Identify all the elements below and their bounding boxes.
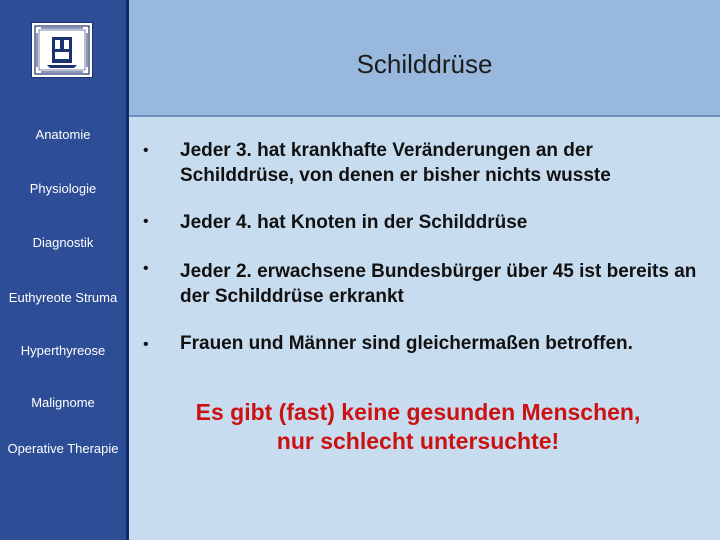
sidebar (0, 0, 126, 540)
sidebar-item-euthyreote-struma[interactable]: Euthyreote Struma (8, 290, 118, 305)
bullet-icon: • (143, 336, 149, 353)
highlight-line: Es gibt (fast) keine gesunden Menschen, (195, 399, 641, 425)
sidebar-item-physiologie[interactable]: Physiologie (29, 181, 97, 196)
bullet-text: Jeder 2. erwachsene Bundesbürger über 45 ist bereits an der Schilddrüse erkrankt (180, 261, 697, 307)
bullet-text: Jeder 3. hat krankhafte Veränderungen an der Schilddrüse, von denen er bisher nichts wusste (180, 140, 611, 186)
bullet-icon: • (143, 142, 149, 159)
bullet-text: Frauen und Männer sind gleichermaßen betroffen. (180, 333, 633, 354)
sidebar-item-malignome[interactable]: Malignome (31, 395, 95, 410)
sidebar-item-hyperthyreose[interactable]: Hyperthyreose (20, 343, 106, 358)
bullet-text: Jeder 4. hat Knoten in der Schilddrüse (180, 212, 528, 233)
highlight-line: nur schlecht untersuchte! (276, 428, 560, 454)
slide-header (129, 0, 720, 117)
slide-content (129, 117, 720, 540)
highlight-statement (159, 398, 677, 456)
sidebar-item-diagnostik[interactable]: Diagnostik (32, 235, 94, 250)
sidebar-item-operative-therapie[interactable]: Operative Therapie (7, 441, 119, 456)
bullet-icon: • (143, 260, 149, 277)
sidebar-item-anatomie[interactable]: Anatomie (35, 127, 91, 142)
faculty-seal-logo-icon (31, 22, 93, 78)
bullet-icon: • (143, 213, 149, 230)
slide-title: Schilddrüse (356, 49, 493, 79)
